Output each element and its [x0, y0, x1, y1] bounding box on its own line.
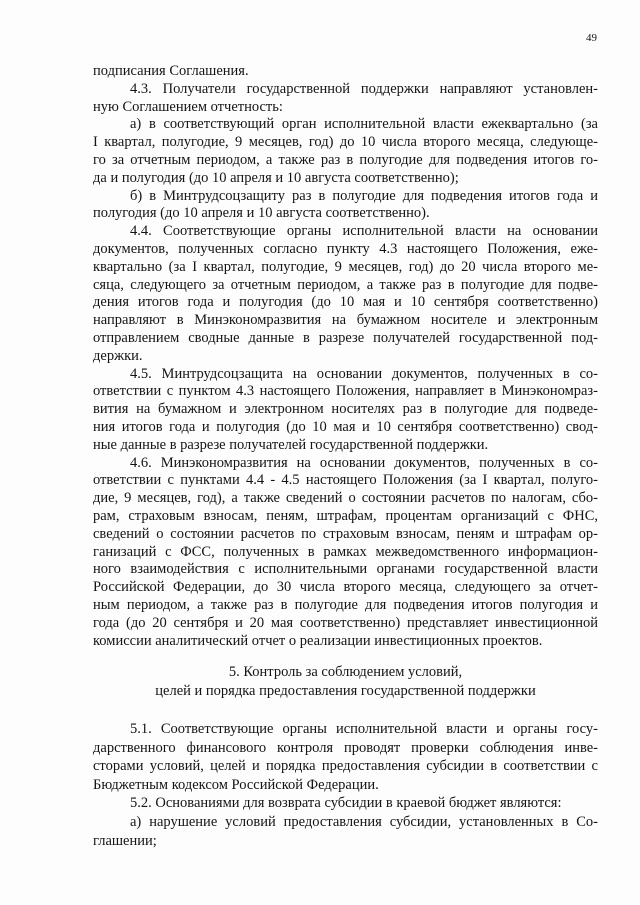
text-line: сведений о состоянии расчетов по страховым взносам, пеням и штрафам ор- — [93, 525, 598, 542]
text-line: дие, 9 месяцев, год), а также сведений о состоянии расчетов по налогам, сбо- — [93, 490, 598, 507]
paragraph-4-3-b — [93, 188, 598, 224]
text-line: ного взаимодействия с исполнительными органами государственной власти — [93, 561, 598, 578]
text-line: 4.6. Минэкономразвития на основании документов, полученных в со- — [130, 454, 598, 471]
text-line: Российской Федерации, до 30 числа второго месяца, следующего за отчет- — [93, 579, 598, 596]
text-line: Бюджетным кодексом Российской Федерации. — [93, 776, 379, 793]
text-line: сторами условий, целей и порядка предоставления субсидии в соответствии с — [93, 758, 598, 775]
text-line: да и полугодия (до 10 апреля и 10 августа соответственно); — [93, 169, 459, 186]
section-5-heading — [93, 663, 598, 701]
text-line: комиссии аналитический отчет о реализации инвестиционных проектов. — [93, 632, 543, 649]
text-line: сяца, следующего за отчетным периодом, а также раз в полугодие для подве- — [93, 276, 598, 293]
text-line: направляют в Минэкономразвития на бумажном носителе и электронным — [93, 312, 598, 329]
paragraph-continuation — [93, 63, 598, 81]
paragraph-4-3 — [93, 81, 598, 117]
text-line: 5.1. Соответствующие органы исполнительной власти и органы госу- — [130, 721, 598, 737]
paragraph-5-2-a — [93, 813, 598, 850]
text-line: рам, страховым взносам, пеням, штрафам, процентам организаций с ФНС, — [93, 507, 598, 524]
text-line: а) нарушение условий предоставления субсидии, установленных в Со- — [130, 813, 598, 830]
text-line: ответствии с пунктом 4.3 настоящего Положения, направляет в Минэкономраз- — [93, 383, 598, 400]
page-number: 49 — [586, 32, 597, 44]
text-line: ные данные в разрезе получателей государственной поддержки. — [93, 436, 489, 453]
paragraph-5-2 — [93, 794, 598, 813]
text-line: 4.5. Минтрудсоцзащита на основании документов, полученных в со- — [130, 365, 598, 382]
heading-line: 5. Контроль за соблюдением условий, — [228, 664, 463, 680]
paragraph-4-6 — [93, 455, 598, 651]
paragraph-5-1 — [93, 720, 598, 794]
text-line: го за отчетным периодом, а также раз в полугодие для подведения итогов го- — [93, 151, 598, 168]
text-line: ным периодом, а также раз в полугодие для подведения итогов полугодия и — [93, 596, 598, 613]
text-line: дарственного финансового контроля проводят проверки соблюдения инве- — [93, 739, 598, 756]
text-line: дения итогов года и полугодия (до 10 мая и 10 сентября соответственно) — [93, 294, 598, 311]
paragraph-4-5 — [93, 366, 598, 455]
text-line: ную Соглашением отчетность: — [93, 98, 283, 115]
text-line: подписания Соглашения. — [93, 63, 249, 79]
text-line: ответствии с пунктами 4.4 - 4.5 настоящего Положения (за I квартал, полуго- — [93, 472, 598, 489]
text-line: вития на бумажном и электронном носителях раз в полугодие для подведе- — [93, 401, 598, 418]
text-line: 4.3. Получатели государственной поддержки направляют установлен- — [130, 80, 598, 97]
text-line: полугодия (до 10 апреля и 10 августа соответственно). — [93, 205, 430, 222]
text-line: 5.2. Основаниями для возврата субсидии в краевой бюджет являются: — [130, 795, 562, 812]
text-line: а) в соответствующий орган исполнительной власти ежеквартально (за — [130, 116, 598, 133]
text-line: ния итогов года и полугодия (до 10 мая и 10 сентября соответственно) свод- — [93, 418, 598, 435]
section-4-body — [93, 63, 598, 650]
section-5-body — [93, 720, 598, 850]
text-line: отправлением сводные данные в разрезе получателей государственной под- — [93, 329, 598, 346]
text-line: держки. — [93, 347, 143, 364]
text-line: квартально (за I квартал, полугодие, 9 месяцев, год) до 20 числа второго ме- — [93, 258, 598, 275]
text-line: глашении; — [93, 832, 157, 849]
text-line: б) в Минтрудсоцзащиту раз в полугодие для подведения итогов года и — [130, 187, 598, 204]
text-line: ганизаций с ФСС, полученных в рамках межведомственного информацион- — [93, 543, 598, 560]
text-line: года (до 20 сентября и 20 мая соответственно) представляет инвестиционной — [93, 614, 598, 631]
paragraph-4-4 — [93, 223, 598, 365]
text-line: I квартал, полугодие, 9 месяцев, год) до 10 числа второго месяца, следующе- — [93, 134, 598, 151]
heading-line: целей и порядка предоставления государственной поддержки — [155, 683, 536, 699]
text-line: документов, полученных согласно пункту 4.3 настоящего Положения, еже- — [93, 240, 598, 257]
paragraph-4-3-a — [93, 116, 598, 187]
text-line: 4.4. Соответствующие органы исполнительной власти на основании — [130, 223, 598, 240]
